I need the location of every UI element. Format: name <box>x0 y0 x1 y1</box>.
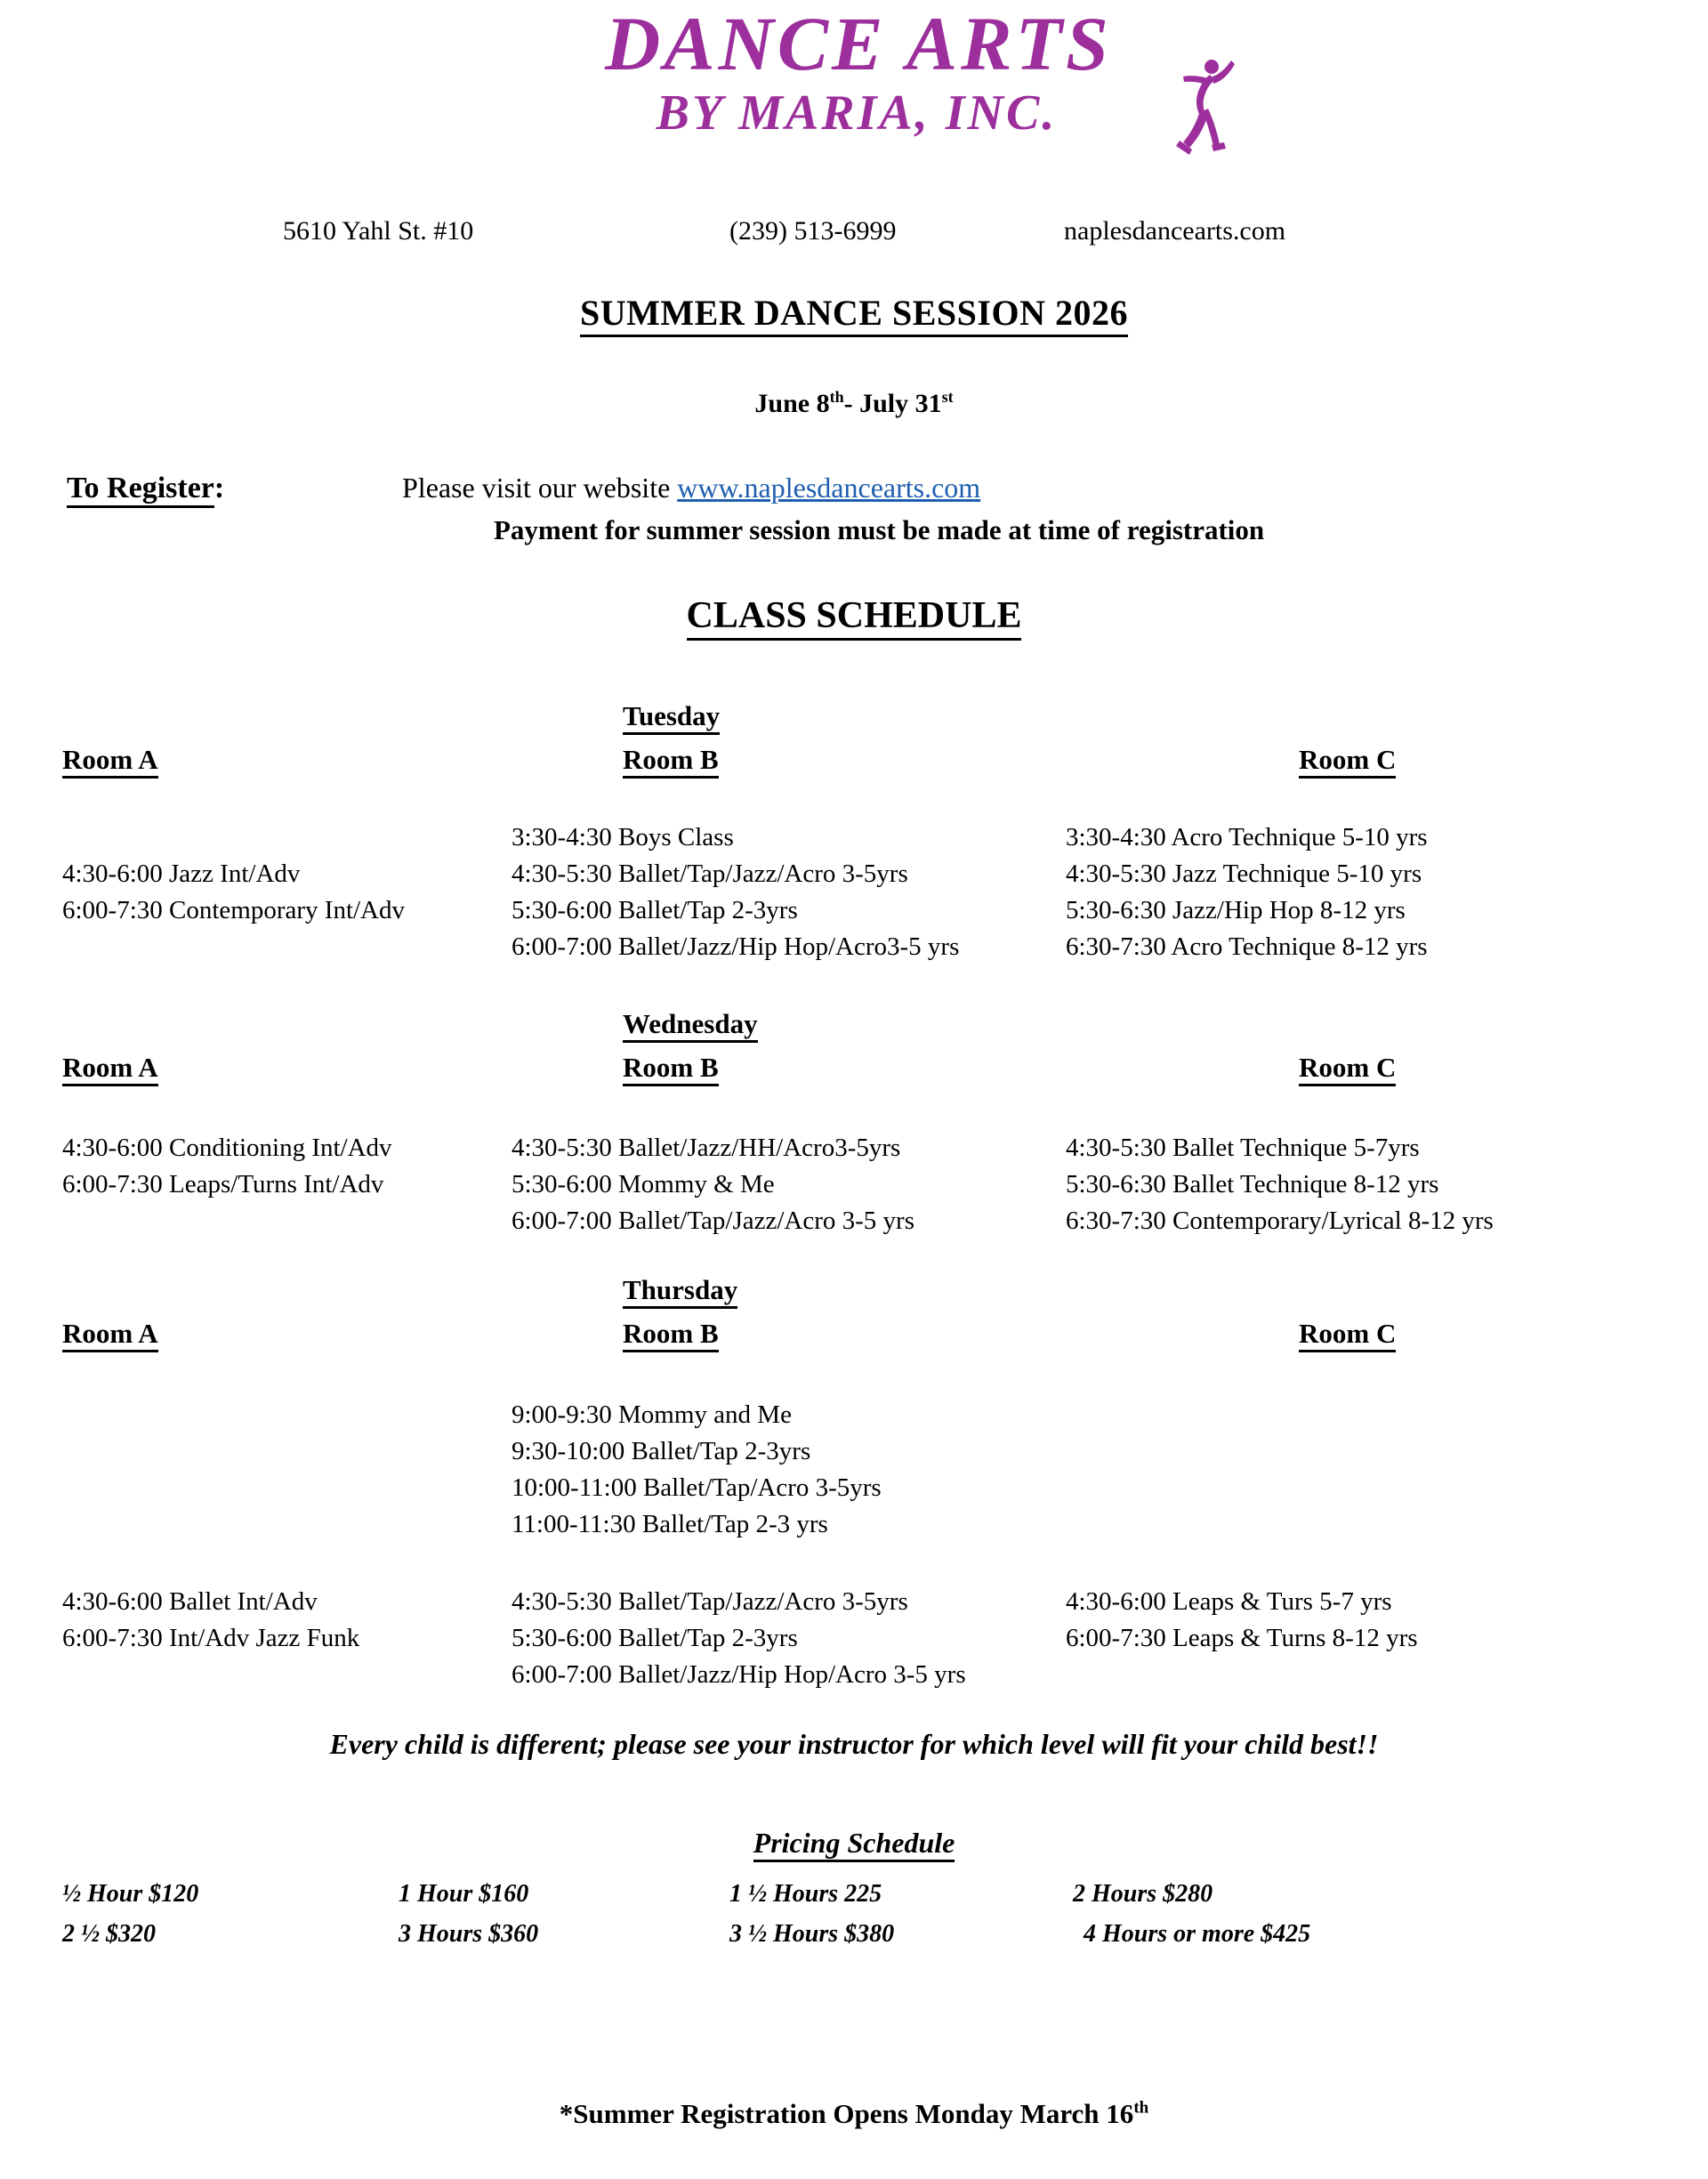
class-entry: 4:30-6:00 Jazz Int/Adv <box>62 859 301 888</box>
price-cell: 2 Hours $280 <box>1073 1880 1213 1908</box>
register-label <box>67 472 224 505</box>
class-entry: 9:00-9:30 Mommy and Me <box>512 1400 792 1429</box>
page-title-text: SUMMER DANCE SESSION 2026 <box>580 293 1128 337</box>
room-a-heading-thursday <box>62 1318 158 1350</box>
room-a-heading-wednesday-text: Room A <box>62 1052 158 1086</box>
class-entry: 5:30-6:00 Ballet/Tap 2-3yrs <box>512 1624 798 1652</box>
class-entry: 6:30-7:30 Acro Technique 8-12 yrs <box>1066 932 1428 961</box>
room-b-heading-thursday-text: Room B <box>623 1318 719 1352</box>
class-entry: 4:30-5:30 Jazz Technique 5-10 yrs <box>1066 859 1422 888</box>
class-entry: 3:30-4:30 Acro Technique 5-10 yrs <box>1066 823 1428 851</box>
room-c-heading-tuesday <box>1299 744 1396 776</box>
price-cell: 3 ½ Hours $380 <box>729 1920 895 1948</box>
register-instruction <box>402 472 980 504</box>
day-heading-wednesday-text: Wednesday <box>623 1008 758 1043</box>
register-label-colon: : <box>214 472 225 504</box>
price-cell: 4 Hours or more $425 <box>1084 1920 1311 1948</box>
room-a-heading-wednesday <box>62 1052 158 1084</box>
instructor-note: Every child is different; please see your instructor for which level will fit your child best!! <box>329 1728 1379 1760</box>
class-entry: 6:00-7:30 Leaps & Turns 8-12 yrs <box>1066 1624 1418 1652</box>
class-entry: 5:30-6:00 Mommy & Me <box>512 1170 775 1198</box>
pricing-row <box>0 1880 1708 1920</box>
price-cell: 1 Hour $160 <box>399 1880 529 1908</box>
room-b-heading-thursday <box>623 1318 719 1350</box>
contact-website: naplesdancearts.com <box>1064 216 1286 246</box>
class-list-thursday-room-b-morning <box>512 1397 882 1543</box>
class-list-wednesday-room-c <box>1066 1130 1494 1239</box>
class-list-tuesday-room-b <box>512 819 959 965</box>
class-list-tuesday-room-c <box>1066 819 1428 965</box>
pricing-table <box>0 1880 1708 1960</box>
pricing-schedule-heading <box>0 1827 1708 1860</box>
logo-title-line2: BY MARIA, INC. <box>656 85 1058 141</box>
class-entry: 5:30-6:30 Ballet Technique 8-12 yrs <box>1066 1170 1439 1198</box>
class-entry: 4:30-5:30 Ballet Technique 5-7yrs <box>1066 1134 1420 1162</box>
date-range-start: June 8 <box>754 389 830 418</box>
register-payment-note: Payment for summer session must be made at time of registration <box>494 514 1265 545</box>
class-entry: 6:00-7:30 Int/Adv Jazz Funk <box>62 1624 360 1652</box>
room-c-heading-thursday-text: Room C <box>1299 1318 1396 1352</box>
class-list-thursday-room-a-afternoon <box>62 1584 359 1657</box>
class-entry: 6:00-7:00 Ballet/Jazz/Hip Hop/Acro3-5 yrs <box>512 932 960 961</box>
price-cell: ½ Hour $120 <box>62 1880 199 1908</box>
registration-opens-note <box>0 2098 1708 2130</box>
class-entry: 6:00-7:30 Contemporary Int/Adv <box>62 896 406 924</box>
room-b-heading-tuesday-text: Room B <box>623 744 719 779</box>
contact-phone: (239) 513-6999 <box>729 216 897 246</box>
date-range-end-suffix: st <box>941 388 954 406</box>
class-entry: 10:00-11:00 Ballet/Tap/Acro 3-5yrs <box>512 1473 882 1502</box>
contact-address: 5610 Yahl St. #10 <box>283 216 474 246</box>
room-b-heading-wednesday <box>623 1052 719 1084</box>
class-list-thursday-room-b-afternoon <box>512 1584 966 1693</box>
pricing-schedule-heading-text: Pricing Schedule <box>753 1827 955 1862</box>
class-entry: 6:00-7:00 Ballet/Tap/Jazz/Acro 3-5 yrs <box>512 1207 914 1235</box>
class-schedule-heading <box>0 594 1708 637</box>
class-schedule-heading-text: CLASS SCHEDULE <box>687 595 1022 641</box>
room-c-heading-tuesday-text: Room C <box>1299 744 1396 779</box>
date-range-end: - July 31 <box>843 389 942 418</box>
class-entry: 4:30-5:30 Ballet/Jazz/HH/Acro3-5yrs <box>512 1134 901 1162</box>
class-list-wednesday-room-a <box>62 1130 392 1203</box>
class-entry: 4:30-6:00 Leaps & Turs 5-7 yrs <box>1066 1587 1392 1616</box>
room-a-heading-tuesday <box>62 744 158 776</box>
date-range-start-suffix: th <box>829 388 844 406</box>
class-entry: 4:30-6:00 Conditioning Int/Adv <box>62 1134 392 1162</box>
room-c-heading-thursday <box>1299 1318 1396 1350</box>
day-heading-tuesday <box>623 700 720 732</box>
registration-opens-suffix: th <box>1133 2098 1149 2118</box>
room-c-heading-wednesday-text: Room C <box>1299 1052 1396 1086</box>
day-heading-tuesday-text: Tuesday <box>623 700 720 735</box>
register-label-text: To Register <box>67 472 214 508</box>
room-b-heading-tuesday <box>623 744 719 776</box>
room-c-heading-wednesday <box>1299 1052 1396 1084</box>
class-entry: 6:30-7:30 Contemporary/Lyrical 8-12 yrs <box>1066 1207 1494 1235</box>
day-heading-thursday <box>623 1274 737 1306</box>
class-entry: 4:30-5:30 Ballet/Tap/Jazz/Acro 3-5yrs <box>512 1587 908 1616</box>
room-a-heading-thursday-text: Room A <box>62 1318 158 1352</box>
price-cell: 3 Hours $360 <box>399 1920 539 1948</box>
class-entry: 6:00-7:00 Ballet/Jazz/Hip Hop/Acro 3-5 yrs <box>512 1660 966 1689</box>
room-a-heading-tuesday-text: Room A <box>62 744 158 779</box>
studio-logo <box>0 0 1708 140</box>
class-list-tuesday-room-a <box>62 856 405 929</box>
class-entry: 4:30-5:30 Ballet/Tap/Jazz/Acro 3-5yrs <box>512 859 908 888</box>
class-list-thursday-room-c-afternoon <box>1066 1584 1418 1657</box>
register-website-link[interactable]: www.naplesdancearts.com <box>677 472 981 504</box>
class-entry: 9:30-10:00 Ballet/Tap 2-3yrs <box>512 1437 811 1465</box>
class-entry: 6:00-7:30 Leaps/Turns Int/Adv <box>62 1170 384 1198</box>
day-heading-thursday-text: Thursday <box>623 1274 737 1309</box>
session-date-range <box>0 388 1708 419</box>
logo-title-line1: DANCE ARTS <box>605 1 1112 86</box>
day-heading-wednesday <box>623 1008 758 1040</box>
registration-opens-text: *Summer Registration Opens Monday March 16 <box>559 2098 1134 2129</box>
class-list-wednesday-room-b <box>512 1130 914 1239</box>
pricing-row <box>0 1920 1708 1960</box>
class-entry: 11:00-11:30 Ballet/Tap 2-3 yrs <box>512 1510 828 1538</box>
class-entry: 5:30-6:30 Jazz/Hip Hop 8-12 yrs <box>1066 896 1406 924</box>
class-entry: 3:30-4:30 Boys Class <box>512 823 734 851</box>
price-cell: 2 ½ $320 <box>62 1920 156 1948</box>
register-instruction-prefix: Please visit our website <box>402 472 678 504</box>
room-b-heading-wednesday-text: Room B <box>623 1052 719 1086</box>
class-entry: 5:30-6:00 Ballet/Tap 2-3yrs <box>512 896 798 924</box>
dancer-silhouette-icon <box>1172 55 1235 162</box>
page-title <box>0 292 1708 334</box>
class-entry: 4:30-6:00 Ballet Int/Adv <box>62 1587 318 1616</box>
price-cell: 1 ½ Hours 225 <box>729 1880 882 1908</box>
